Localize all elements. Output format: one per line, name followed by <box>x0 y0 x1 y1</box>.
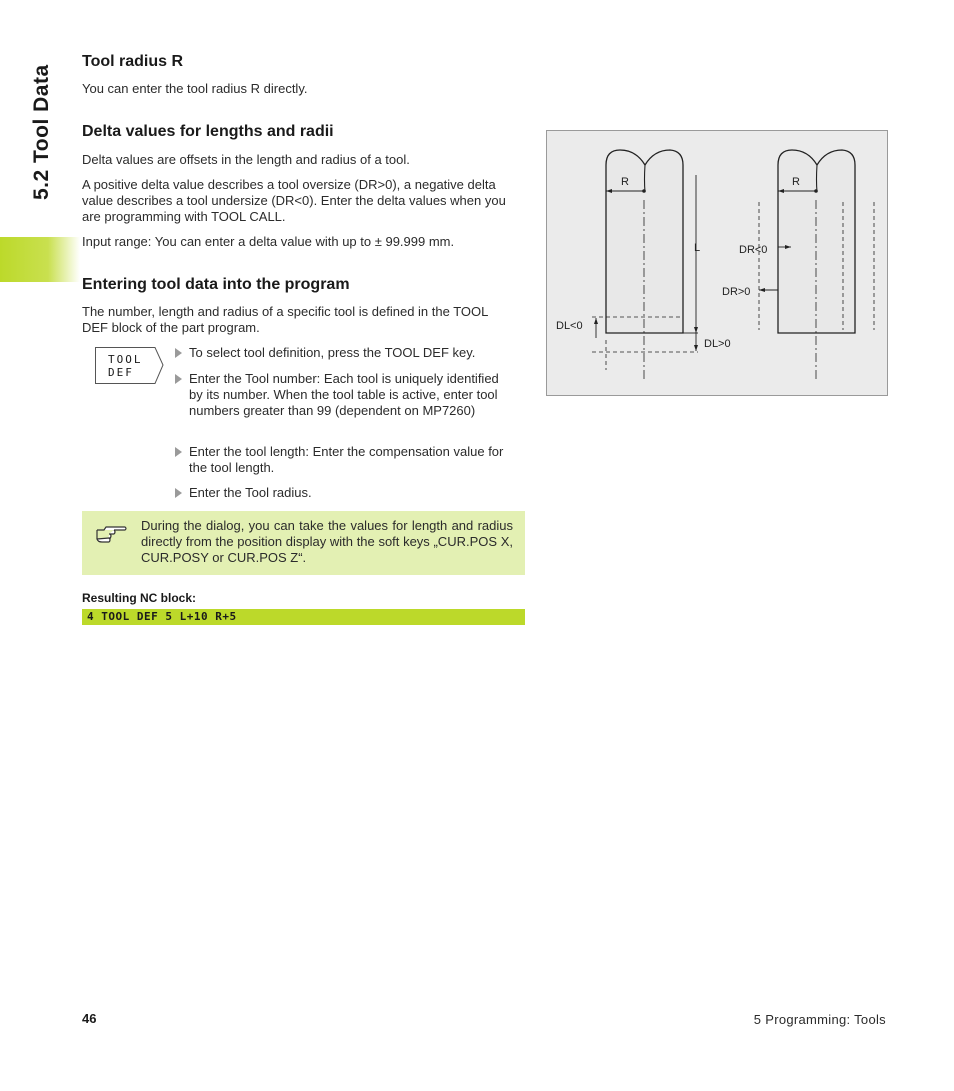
step-item: Enter the tool length: Enter the compensation value for the tool length. <box>175 444 505 476</box>
pointing-hand-icon <box>96 523 128 545</box>
left-tool-shape <box>606 150 683 333</box>
label-r-right: R <box>792 176 800 188</box>
label-dl-positive: DL>0 <box>704 338 731 350</box>
heading-delta-values: Delta values for lengths and radii <box>82 123 334 140</box>
bullet-triangle-icon <box>175 348 182 358</box>
label-dr-positive: DR>0 <box>722 286 751 298</box>
text-delta-p3: Input range: You can enter a delta value with up to ± 99.999 mm. <box>82 234 455 249</box>
tool-def-key[interactable] <box>95 347 163 383</box>
heading-entering-tool-data: Entering tool data into the program <box>82 276 350 293</box>
key-label-line1: TOOL <box>108 353 143 366</box>
nc-block-label: Resulting NC block: <box>82 591 197 605</box>
dimension-dot <box>814 189 818 193</box>
page-number: 46 <box>82 1011 97 1026</box>
label-r-left: R <box>621 176 629 188</box>
section-title-vertical: 5.2 Tool Data <box>30 64 53 200</box>
text-tool-radius: You can enter the tool radius R directly. <box>82 81 308 96</box>
right-tool-shape <box>778 150 855 333</box>
label-length: L <box>694 242 701 254</box>
bullet-triangle-icon <box>175 447 182 457</box>
nc-block-code: 4 TOOL DEF 5 L+10 R+5 <box>82 609 525 625</box>
bullet-triangle-icon <box>175 488 182 498</box>
note-text: During the dialog, you can take the values for length and radius directly from the position display with the soft keys „CUR.POS X, CUR.POSY or CUR.POS Z“. <box>141 518 513 565</box>
chapter-title: 5 Programming: Tools <box>753 1012 886 1027</box>
bullet-triangle-icon <box>175 374 182 384</box>
step-item: Enter the Tool radius. <box>175 485 520 501</box>
label-dl-negative: DL<0 <box>556 320 583 332</box>
text-delta-p2: A positive delta value describes a tool oversize (DR>0), a negative delta value describes a tool undersize (DR<0). Enter the delta values when you are programming with TOOL CALL. <box>82 177 506 224</box>
note-box <box>82 511 525 575</box>
step-item: To select tool definition, press the TOOL DEF key. <box>175 345 520 361</box>
dimension-dot <box>642 189 646 193</box>
section-tab-marker <box>0 237 80 282</box>
tool-compensation-diagram <box>546 130 888 396</box>
key-label-line2: DEF <box>108 366 134 379</box>
text-delta-p1: Delta values are offsets in the length and radius of a tool. <box>82 152 410 167</box>
heading-tool-radius: Tool radius R <box>82 53 184 70</box>
text-entering-p1: The number, length and radius of a specific tool is defined in the TOOL DEF block of the part program. <box>82 304 488 335</box>
label-dr-negative: DR<0 <box>739 244 768 256</box>
step-item: Enter the Tool number: Each tool is uniquely identified by its number. When the tool table is active, enter tool numbers greater than 99 (dependent on MP7260) <box>175 371 505 419</box>
